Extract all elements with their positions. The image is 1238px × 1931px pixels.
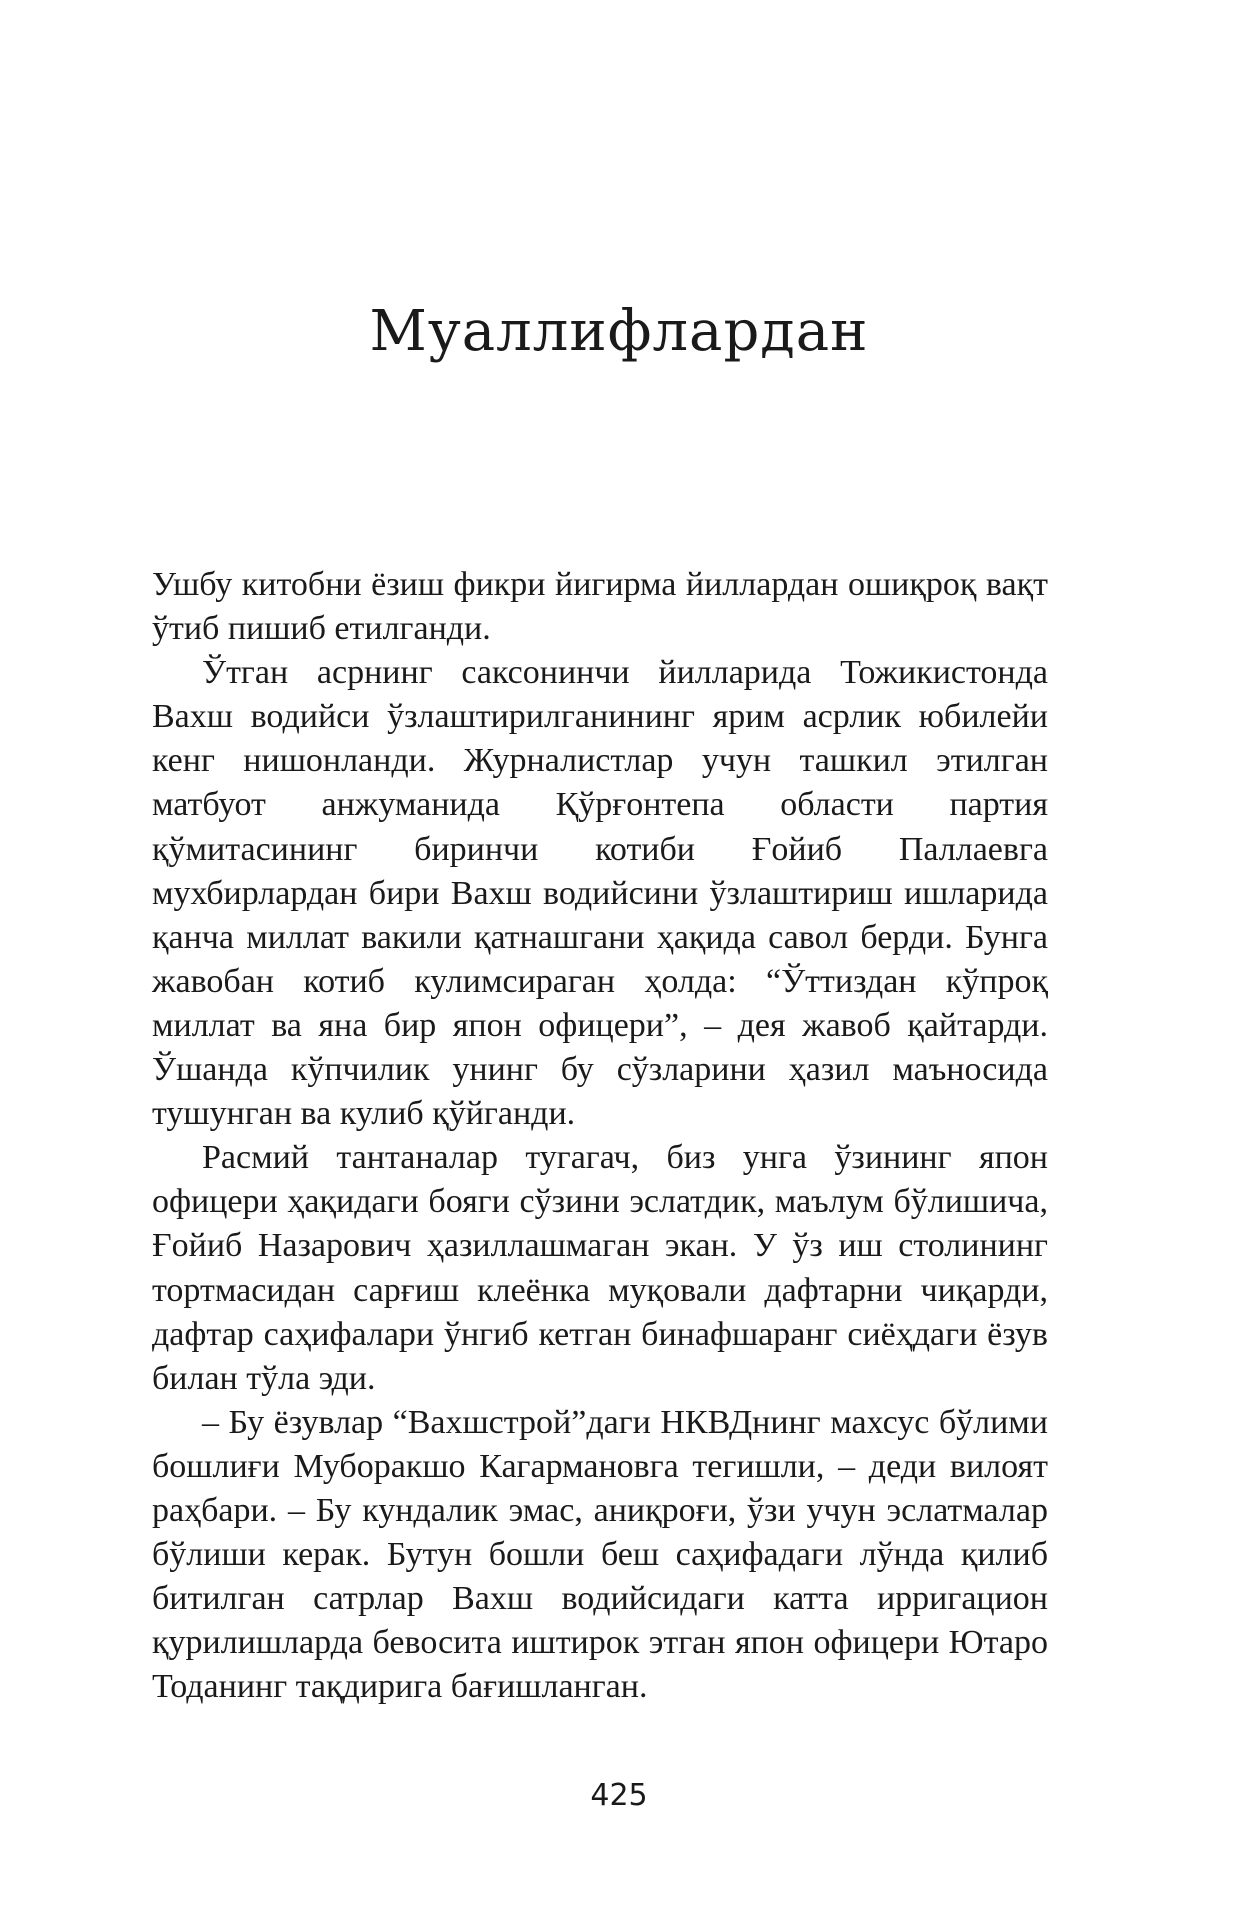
paragraph-1: Ушбу китобни ёзиш фикри йигирма йиллардан ошиқроқ вақт ўтиб пишиб етилганди.: [152, 566, 1048, 648]
paragraph-4: – Бу ёзувлар “Вахшстрой”даги НКВДнинг махсус бўлими бошлиғи Муборакшо Кагармановга тегишли, – деди вилоят раҳбари. – Бу кундалик эмас, аниқроғи, ўзи учун эслатмалар бўлиши керак. Бутун бошли беш саҳифадаги лўнда қилиб битилган сатрлар Вахш водийсидаги катта ирригацион қурилишларда бевосита иштирок этган япон офицери Ютаро Тоданинг тақдирига бағишланган.: [152, 1403, 1048, 1706]
chapter-title: Муаллифлардан: [369, 299, 869, 364]
paragraph-3: Расмий тантаналар тугагач, биз унга ўзининг япон офицери ҳақидаги бояги сўзини эслатдик, маълум бўлишича, Ғойиб Назарович ҳазиллашмаган экан. У ўз иш столининг тортмасидан сарғиш клеёнка муқовали дафтарни чиқарди, дафтар саҳифалари ўнгиб кетган бинафшаранг сиёҳдаги ёзув билан тўла эди.: [152, 1139, 1048, 1397]
body-text: [152, 563, 1048, 1709]
page-number: 425: [590, 1778, 648, 1813]
paragraph-2: Ўтган асрнинг саксонинчи йилларида Тожикистонда Вахш водийси ўзлаштирилганининг ярим асрлик юбилейи кенг нишонланди. Журналистлар учун ташкил этилган матбуот анжуманида Қўрғонтепа области партия қўмитасининг биринчи котиби Ғойиб Паллаевга мухбирлардан бири Вахш водийсини ўзлаштириш ишларида қанча миллат вакили қатнашгани ҳақида савол берди. Бунга жавобан котиб кулимсираган ҳолда: “Ўттиздан кўпроқ миллат ва яна бир япон офицери”, – дея жавоб қайтарди. Ўшанда кўпчилик унинг бу сўзларини ҳазил маъносида тушунган ва кулиб қўйганди.: [152, 654, 1048, 1133]
